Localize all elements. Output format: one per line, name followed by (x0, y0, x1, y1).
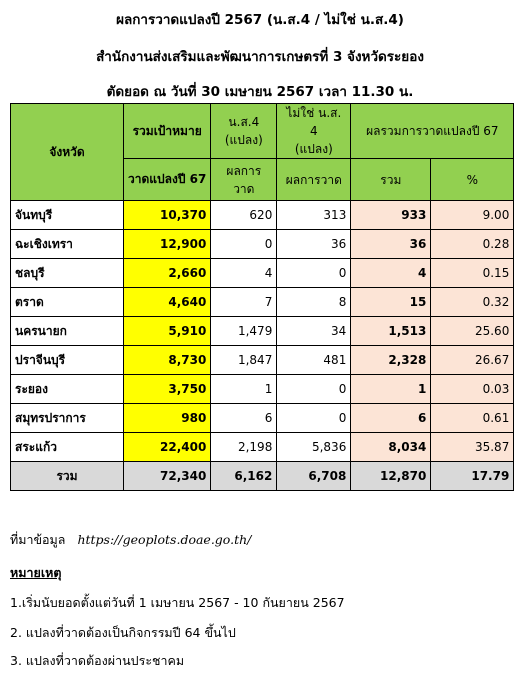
cell-ns4: 1 (211, 375, 277, 404)
cell-target: 10,370 (124, 201, 211, 230)
notes-heading: หมายเหตุ (10, 565, 62, 580)
note-item: 3. แปลงที่วาดต้องผ่านประชาคม (10, 653, 185, 668)
table-row (11, 375, 514, 404)
header-ns4-bottom: ผลการ วาด (211, 159, 277, 201)
header-target-bottom: วาดแปลงปี 67 (124, 159, 211, 201)
total-label: รวม (11, 462, 124, 491)
cell-pct: 0.61 (431, 404, 514, 433)
cell-ns4: 1,479 (211, 317, 277, 346)
cell-nonns4: 8 (277, 288, 351, 317)
cell-ns4: 0 (211, 230, 277, 259)
cell-sum: 1,513 (351, 317, 431, 346)
cell-pct: 0.03 (431, 375, 514, 404)
report-cutoff-date: ตัดยอด ณ วันที่ 30 เมษายน 2567 เวลา 11.30 น. (106, 84, 414, 100)
cell-ns4: 4 (211, 259, 277, 288)
cell-pct: 0.15 (431, 259, 514, 288)
cell-pct: 35.87 (431, 433, 514, 462)
cell-sum: 36 (351, 230, 431, 259)
cell-target: 5,910 (124, 317, 211, 346)
cell-target: 2,660 (124, 259, 211, 288)
cell-sum: 15 (351, 288, 431, 317)
header-nonns4-top: ไม่ใช่ น.ส. 4 (แปลง) (277, 104, 351, 159)
cell-nonns4: 34 (277, 317, 351, 346)
header-result-sum: รวม (351, 159, 431, 201)
header-result-top: ผลรวมการวาดแปลงปี 67 (351, 104, 514, 159)
cell-ns4: 7 (211, 288, 277, 317)
cell-province: ระยอง (11, 375, 124, 404)
note-item: 1.เริ่มนับยอดตั้งแต่วันที่ 1 เมษายน 2567 - 10 กันยายน 2567 (10, 595, 345, 610)
data-source-label: ที่มาข้อมูล (10, 532, 66, 547)
cell-sum: 6 (351, 404, 431, 433)
cell-province: ฉะเชิงเทรา (11, 230, 124, 259)
cell-nonns4: 0 (277, 375, 351, 404)
cell-nonns4: 0 (277, 404, 351, 433)
cell-sum: 4 (351, 259, 431, 288)
cell-sum: 933 (351, 201, 431, 230)
table-row (11, 230, 514, 259)
note-item: 2. แปลงที่วาดต้องเป็นกิจกรรมปี 64 ขึ้นไป (10, 625, 236, 640)
cell-target: 980 (124, 404, 211, 433)
cell-pct: 0.32 (431, 288, 514, 317)
cell-sum: 2,328 (351, 346, 431, 375)
report-title: ผลการวาดแปลงปี 2567 (น.ส.4 / ไม่ใช่ น.ส.4) (116, 12, 404, 28)
table-row (11, 346, 514, 375)
cell-ns4: 1,847 (211, 346, 277, 375)
plot-result-table (10, 103, 514, 491)
cell-sum: 1 (351, 375, 431, 404)
table-row (11, 404, 514, 433)
cell-nonns4: 481 (277, 346, 351, 375)
cell-nonns4: 313 (277, 201, 351, 230)
total-row (11, 462, 514, 491)
cell-target: 8,730 (124, 346, 211, 375)
table-row (11, 433, 514, 462)
cell-ns4: 2,198 (211, 433, 277, 462)
total-ns4: 6,162 (211, 462, 277, 491)
data-source (10, 530, 251, 550)
total-sum: 12,870 (351, 462, 431, 491)
cell-target: 4,640 (124, 288, 211, 317)
cell-province: ตราด (11, 288, 124, 317)
cell-nonns4: 36 (277, 230, 351, 259)
cell-pct: 0.28 (431, 230, 514, 259)
cell-province: สมุทรปราการ (11, 404, 124, 433)
cell-target: 3,750 (124, 375, 211, 404)
cell-sum: 8,034 (351, 433, 431, 462)
total-nonns4: 6,708 (277, 462, 351, 491)
table-row (11, 259, 514, 288)
header-nonns4-bottom: ผลการวาด (277, 159, 351, 201)
cell-nonns4: 0 (277, 259, 351, 288)
cell-pct: 26.67 (431, 346, 514, 375)
header-province: จังหวัด (11, 104, 124, 201)
cell-ns4: 6 (211, 404, 277, 433)
header-result-pct: % (431, 159, 514, 201)
data-source-url[interactable]: https://geoplots.doae.go.th/ (77, 532, 252, 547)
header-target-top: รวมเป้าหมาย (124, 104, 211, 159)
header-ns4-top: น.ส.4 (แปลง) (211, 104, 277, 159)
cell-pct: 9.00 (431, 201, 514, 230)
report-office: สำนักงานส่งเสริมและพัฒนาการเกษตรที่ 3 จังหวัดระยอง (96, 49, 424, 65)
cell-province: ปราจีนบุรี (11, 346, 124, 375)
cell-province: สระแก้ว (11, 433, 124, 462)
cell-province: ชลบุรี (11, 259, 124, 288)
total-pct: 17.79 (431, 462, 514, 491)
cell-target: 22,400 (124, 433, 211, 462)
cell-nonns4: 5,836 (277, 433, 351, 462)
total-target: 72,340 (124, 462, 211, 491)
cell-province: นครนายก (11, 317, 124, 346)
cell-province: จันทบุรี (11, 201, 124, 230)
cell-ns4: 620 (211, 201, 277, 230)
cell-pct: 25.60 (431, 317, 514, 346)
cell-target: 12,900 (124, 230, 211, 259)
table-row (11, 288, 514, 317)
table-row (11, 317, 514, 346)
table-row (11, 201, 514, 230)
